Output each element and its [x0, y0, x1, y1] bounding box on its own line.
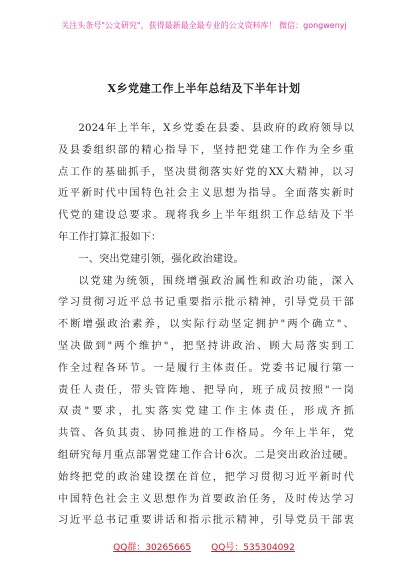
paragraph-line: 2024年上半年，X乡党委在县委、县政府的政府领导以 — [78, 123, 354, 134]
paragraph-line: 以党建为统领，围绕增强政治属性和政治功能，深入 — [78, 275, 354, 287]
paragraph-line: 组研究每月重点部署党建工作合计6次。二是突出政治过硬。 — [58, 449, 354, 461]
document-title: X乡党建工作上半年总结及下半年计划 — [107, 82, 301, 95]
paragraph-line: 学习贯彻习近平总书记重要指示批示精神，引导党员干部 — [58, 297, 354, 309]
header-note: 关注头条号"公文研究"，获得最新最全最专业的公文资料库！ 微信：gongwenyj — [61, 21, 347, 30]
paragraph-line: 及县委组织部的精心指导下，坚持把党建工作作为全乡重 — [58, 144, 354, 156]
section-heading: 一、突出党建引领，强化政治建设。 — [78, 253, 244, 265]
paragraph-line: 年工作打算汇报如下： — [58, 231, 162, 243]
paragraph-line: 共管、各负其责、协同推进的工作格局。今年上半年，党 — [58, 428, 354, 440]
document-body — [58, 118, 354, 532]
paragraph-line: 责任人责任，带头管阵地、把导向，班子成员按照"一岗 — [58, 384, 354, 396]
paragraph-line: 双责"要求，扎实落实党建工作主体责任，形成齐抓 — [58, 406, 354, 418]
paragraph-line: 代党的建设总要求。现将我乡上半年组织工作总结及下半 — [58, 210, 354, 222]
paragraph-line: 不断增强政治素养，以实际行动坚定拥护"两个确立"、 — [58, 319, 354, 331]
paragraph-line: 作全过程各环节。一是履行主体责任。党委书记履行第一 — [58, 362, 354, 374]
qq-group-link[interactable]: QQ群：30265665 — [113, 543, 192, 553]
paragraph-line: 中国特色社会主义思想作为首要政治任务，及时传达学习 — [58, 493, 354, 505]
paragraph-line: 始终把党的政治建设摆在首位，把学习贯彻习近平新时代 — [58, 471, 354, 483]
qq-number-link[interactable]: QQ号：535304092 — [211, 543, 295, 553]
paragraph-line: 近平新时代中国特色社会主义思想为指导。全面落实新时 — [58, 188, 354, 200]
footer-contacts — [0, 540, 408, 553]
paragraph-line: 习近平总书记重要讲话和指示批示精神，引导党员干部衷 — [58, 515, 354, 527]
paragraph-line: 坚决做到"两个维护"，把坚持讲政治、顾大局落实到工 — [58, 340, 354, 352]
paragraph-line: 点工作的基础抓手，坚决贯彻落实好党的XX大精神，以习 — [58, 166, 354, 178]
